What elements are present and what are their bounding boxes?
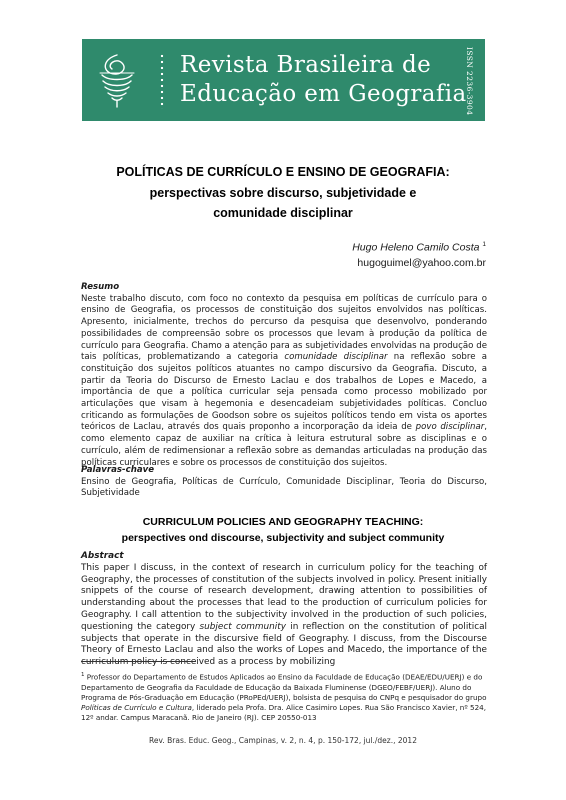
article-title-line2: perspectivas sobre discurso, subjetividade e — [149, 186, 417, 200]
footnote-text-part2: , liderado pela Profa. Dra. Alice Casimiro Lopes. Rua São Francisco Xavier, nº 524, 12º andar. Campus Maracanã. Rio de Janeiro (RJ). CEP 20550-013 — [81, 703, 487, 723]
abstract-text-part1: This paper I discuss, in the context of research in curriculum policy for the teaching of Geography, the processes of constitution of the subjects involved in policy. Present initially snippets of the course of research development, drawing attention to possibilities of understanding about the processes that lead to the production of curriculum policies for Geography. I call attention to the subjectivity involved in the production of such policies, questioning the category — [81, 562, 487, 632]
english-title-line2: perspectives ond discourse, subjectivity and subject community — [121, 532, 445, 544]
footnote-group-name: Políticas de Currículo e Cultura — [81, 703, 192, 712]
abstract-text-part2: in reflection on the constitution of political subjects that operate in the discursive field of Geography. I discuss, from the Discourse Theory of Ernesto Laclau and also the works of Lopes and Macedo, the importance of the curriculum policy is conceived as a process by mobilizing — [81, 621, 488, 668]
abstract-heading: Abstract — [81, 551, 124, 561]
dotted-separator — [160, 53, 164, 109]
abstract-text — [81, 563, 487, 669]
english-title-line1: CURRICULUM POLICIES AND GEOGRAPHY TEACHING: — [142, 516, 424, 528]
resumo-heading: Resumo — [81, 282, 120, 292]
abstract-term-subject-community: subject community — [199, 621, 286, 632]
keywords-text: Ensino de Geografia, Políticas de Currículo, Comunidade Disciplinar, Teoria do Discurso, Subjetividade — [81, 476, 487, 499]
page-footer: Rev. Bras. Educ. Geog., Campinas, v. 2, n. 4, p. 150-172, jul./dez., 2012 — [149, 736, 417, 745]
resumo-text — [81, 294, 487, 470]
footnote-text-part1: Professor do Departamento de Estudos Aplicados ao Ensino da Faculdade de Educação (DEAE/EDU/UERJ) e do Departamento de Geografia da Faculdade de Educação da Baixada Fluminense (DGEO/FEBF/UERJ). Aluno do Programa de Pós-Graduação em Educação (PRoPEd/UERJ), bolsista de pesquisa do CNPq e pesquisador do grupo — [81, 672, 487, 702]
journal-title — [180, 51, 467, 109]
article-title-line1: POLÍTICAS DE CURRÍCULO E ENSINO DE GEOGRAFIA: — [116, 165, 450, 179]
article-title-line3: comunidade disciplinar — [213, 206, 353, 220]
author-block — [352, 237, 486, 271]
author-email[interactable]: hugoguimel@yahoo.com.br — [357, 256, 486, 269]
abstract-section — [81, 551, 487, 669]
keywords-section — [81, 465, 487, 500]
resumo-text-part2: na reflexão sobre a constituição dos sujeitos políticos atuantes no campo discursivo da Geografia. Discuto, a partir da Teoria do Discurso de Ernesto Laclau e dos trabalhos de Lopes e Macedo, a importância de que a política curricular seja pensada como processo mobilizado por articulações que visam à hegemonia e desencadeiam subjetividades políticas. Concluo criticando as formulações de Goodson sobre os sujeitos políticos tendo em vista os aportes teóricos de Laclau, através dos quais proponho a incorporação da ideia de — [81, 352, 487, 433]
resumo-text-part1: Neste trabalho discuto, com foco no contexto da pesquisa em políticas de currículo para o ensino de Geografia, os processos de constituição dos sujeitos envolvidos nas políticas. Apresento, inicialmente, trechos do percurso da pesquisa que desenvolvo, ponderando possibilidades de compreensão sobre os processos que levam à produção da política de currículo para Geografia. Chamo a atenção para as subjetividades envolvidas na produção de tais políticas, problematizando a categoria — [81, 293, 487, 363]
english-title — [60, 514, 506, 546]
footnote-mark: 1 — [81, 672, 85, 678]
journal-title-line1: Revista Brasileira de — [180, 52, 432, 78]
resumo-text-part3: , como elemento capaz de auxiliar na crítica à leitura estrutural sobre as disciplinas e o currículo, além de redimensionar a reflexão sobre as demandas articuladas na produção das políticas curriculares e sobre os processos de constituição dos sujeitos. — [81, 422, 487, 468]
resumo-term-comunidade: comunidade disciplinar — [284, 352, 388, 363]
author-footnote-mark: 1 — [482, 241, 486, 248]
keywords-heading: Palavras-chave — [81, 465, 155, 475]
resumo-section — [81, 282, 487, 469]
journal-title-line2: Educação em Geografia — [180, 81, 467, 107]
footnote — [81, 670, 487, 723]
issn-label: ISSN 2236-3904 — [465, 47, 474, 116]
journal-banner — [82, 39, 485, 121]
article-title — [60, 162, 506, 223]
journal-logo-icon — [94, 51, 140, 109]
author-name: Hugo Heleno Camilo Costa — [352, 241, 480, 254]
footnote-divider — [81, 661, 196, 662]
resumo-term-povo: povo disciplinar — [415, 422, 485, 433]
